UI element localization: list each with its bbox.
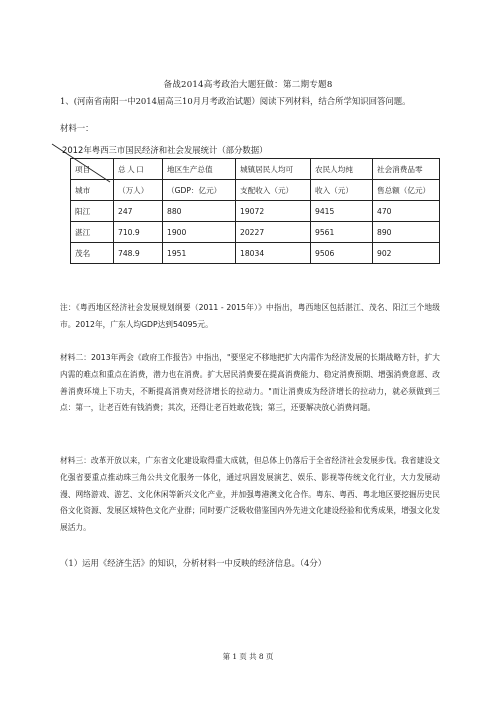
table-caption: 2012年粤西三市国民经济和社会发展统计（部分数据）: [62, 145, 268, 155]
header-cell: （GDP：亿元）: [163, 180, 236, 201]
sub-question-1: （1）运用《经济生活》的知识，分析材料一中反映的经济信息。（4分）: [60, 558, 327, 568]
table-row: [71, 243, 440, 264]
table-cell: 890: [373, 222, 440, 243]
table-cell: 247: [114, 201, 163, 222]
table-cell: 710.9: [114, 222, 163, 243]
table-cell: 880: [163, 201, 236, 222]
table-cell: 9506: [311, 243, 373, 264]
page-footer: 第 1 页 共 8 页: [222, 652, 274, 661]
material3-paragraph: 材料三：改革开放以来，广东省文化建设取得重大成就，但总体上仍落后于全省经济社会发展步伐。我省建设文化强省要重点推动珠三角公共文化服务一体化，通过巩固发展演艺、娱乐、影视等传统文化行业，大力发展动漫、网络游戏、游艺、文化休闲等新兴文化产业，并加强粤港澳文化合作。粤东、粤西、粤北地区要挖掘历史民俗文化资源、发展区域特色文化产业群；同时要广泛吸收借鉴国内外先进文化建设经验和优秀成果，增强文化发展活力。: [60, 456, 440, 533]
table-cell: 9415: [311, 201, 373, 222]
table-cell: 湛江: [71, 222, 114, 243]
table-row: [71, 222, 440, 243]
table-cell: 470: [373, 201, 440, 222]
table-cell: 902: [373, 243, 440, 264]
table-cell: 20227: [236, 222, 311, 243]
question-intro: 1、(河南省南阳一中2014届高三10月月考政治试题）阅读下列材料，结合所学知识回答问题。: [60, 96, 411, 106]
header-cell: 总人口: [114, 159, 163, 180]
header-cell: 城市: [71, 180, 114, 201]
header-cell: 城镇居民人均可: [236, 159, 311, 180]
statistics-table: [70, 158, 440, 264]
header-cell: 支配收入（元）: [236, 180, 311, 201]
table-cell: 18034: [236, 243, 311, 264]
page-title: 备战2014高考政治大题狂做：第二期专题8: [163, 80, 333, 90]
material1-label: 材料一：: [60, 123, 94, 133]
material2-paragraph: 材料二：2013年两会《政府工作报告》中指出，"要坚定不移地把扩大内需作为经济发展的长期战略方针，扩大内需的难点和重点在消费，潜力也在消费。扩大居民消费要在提高消费能力、稳定消费预期、增强消费意愿、改善消费环境上下功夫，不断提高消费对经济增长的拉动力。"而让消费成为经济增长的拉动力，就必须做到三点：第一，让老百姓有钱消费；其次，还得让老百姓敢花钱；第三，还要解决放心消费问题。: [60, 353, 440, 413]
header-cell: 农民人均纯: [311, 159, 373, 180]
header-cell: 收入（元）: [311, 180, 373, 201]
header-cell: 项目: [71, 159, 114, 180]
header-cell: 地区生产总值: [163, 159, 236, 180]
table-cell: 茂名: [71, 243, 114, 264]
table-cell: 748.9: [114, 243, 163, 264]
table-header-row-1: [71, 159, 440, 180]
header-cell: 社会消费品零: [373, 159, 440, 180]
table-row: [71, 201, 440, 222]
header-cell: （万人）: [114, 180, 163, 201]
table-note: 注：《粤西地区经济社会发展规划纲要（2011 - 2015年）》中指出，粤西地区包括湛江、茂名、阳江三个地级市。2012年，广东人均GDP达到54095元。: [60, 303, 440, 329]
table-header-row-2: [71, 180, 440, 201]
table-cell: 9561: [311, 222, 373, 243]
header-cell: 售总额（亿元）: [373, 180, 440, 201]
table-cell: 阳江: [71, 201, 114, 222]
table-cell: 1900: [163, 222, 236, 243]
table-cell: 1951: [163, 243, 236, 264]
table-cell: 19072: [236, 201, 311, 222]
